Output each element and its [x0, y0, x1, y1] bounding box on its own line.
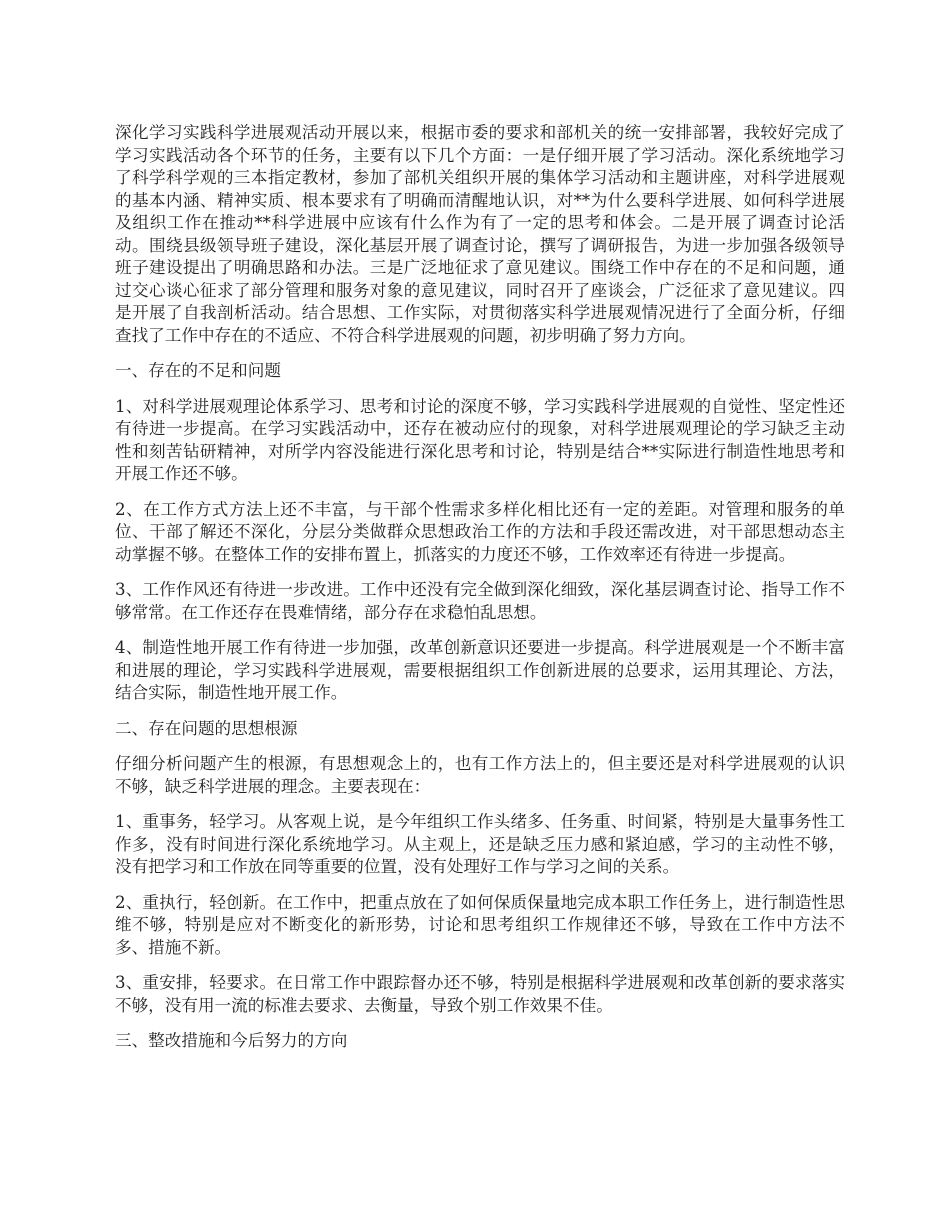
- section-heading-1: 一、存在的不足和问题: [115, 361, 281, 380]
- problem-item-2: 2、在工作方式方法上还不丰富，与干部个性需求多样化相比还有一定的差距。对管理和服务的单位、干部了解还不深化，分层分类做群众思想政治工作的方法和手段还需改进，对干部思想动态主动掌握不够。在整体工作的安排布置上，抓落实的力度还不够，工作效率还有待进一步提高。: [115, 499, 845, 564]
- root-cause-intro: 仔细分析问题产生的根源，有思想观念上的，也有工作方法上的，但主要还是对科学进展观的认识不够，缺乏科学进展的理念。主要表现在：: [115, 754, 845, 796]
- document-body: [115, 122, 845, 1066]
- section-heading-3: 三、整改措施和今后努力的方向: [115, 1031, 348, 1050]
- root-cause-item-3: 3、重安排，轻要求。在日常工作中跟踪督办还不够，特别是根据科学进展观和改革创新的要求落实不够，没有用一流的标准去要求、去衡量，导致个别工作效果不佳。: [115, 973, 845, 1015]
- root-cause-item-1: 1、重事务，轻学习。从客观上说，是今年组织工作头绪多、任务重、时间紧，特别是大量事务性工作多，没有时间进行深化系统地学习。从主观上，还是缺乏压力感和紧迫感，学习的主动性不够，没有把学习和工作放在同等重要的位置，没有处理好工作与学习之间的关系。: [115, 812, 845, 876]
- root-cause-item-2: 2、重执行，轻创新。在工作中，把重点放在了如何保质保量地完成本职工作任务上，进行制造性思维不够，特别是应对不断变化的新形势，讨论和思考组织工作规律还不够，导致在工作中方法不多、措施不新。: [115, 892, 845, 957]
- section-heading-2: 二、存在问题的思想根源: [115, 718, 298, 738]
- problem-item-3: 3、工作作风还有待进一步改进。工作中还没有完全做到深化细致，深化基层调查讨论、指导工作不够常常。在工作还存在畏难情绪，部分存在求稳怕乱思想。: [115, 580, 845, 622]
- problem-item-1: 1、对科学进展观理论体系学习、思考和讨论的深度不够，学习实践科学进展观的自觉性、坚定性还有待进一步提高。在学习实践活动中，还存在被动应付的现象，对科学进展观理论的学习缺乏主动性和刻苦钻研精神，对所学内容没能进行深化思考和讨论，特别是结合**实际进行制造性地思考和开展工作还不够。: [115, 396, 845, 483]
- intro-paragraph: 深化学习实践科学进展观活动开展以来，根据市委的要求和部机关的统一安排部署，我较好完成了学习实践活动各个环节的任务，主要有以下几个方面：一是仔细开展了学习活动。深化系统地学习了科学科学观的三本指定教材，参加了部机关组织开展的集体学习活动和主题讲座，对科学进展观的基本内涵、精神实质、根本要求有了明确而清醒地认识，对**为什么要科学进展、如何科学进展及组织工作在推动**科学进展中应该有什么作为有了一定的思考和体会。二是开展了调查讨论活动。围绕县级领导班子建设，深化基层开展了调查讨论，撰写了调研报告，为进一步加强各级领导班子建设提出了明确思路和办法。三是广泛地征求了意见建议。围绕工作中存在的不足和问题，通过交心谈心征求了部分管理和服务对象的意见建议，同时召开了座谈会，广泛征求了意见建议。四是开展了自我剖析活动。结合思想、工作实际，对贯彻落实科学进展观情况进行了全面分析，仔细查找了工作中存在的不适应、不符合科学进展观的问题，初步明确了努力方向。: [115, 123, 845, 345]
- problem-item-4: 4、制造性地开展工作有待进一步加强，改革创新意识还要进一步提高。科学进展观是一个不断丰富和进展的理论，学习实践科学进展观，需要根据组织工作创新进展的总要求，运用其理论、方法，结合实际，制造性地开展工作。: [115, 638, 845, 702]
